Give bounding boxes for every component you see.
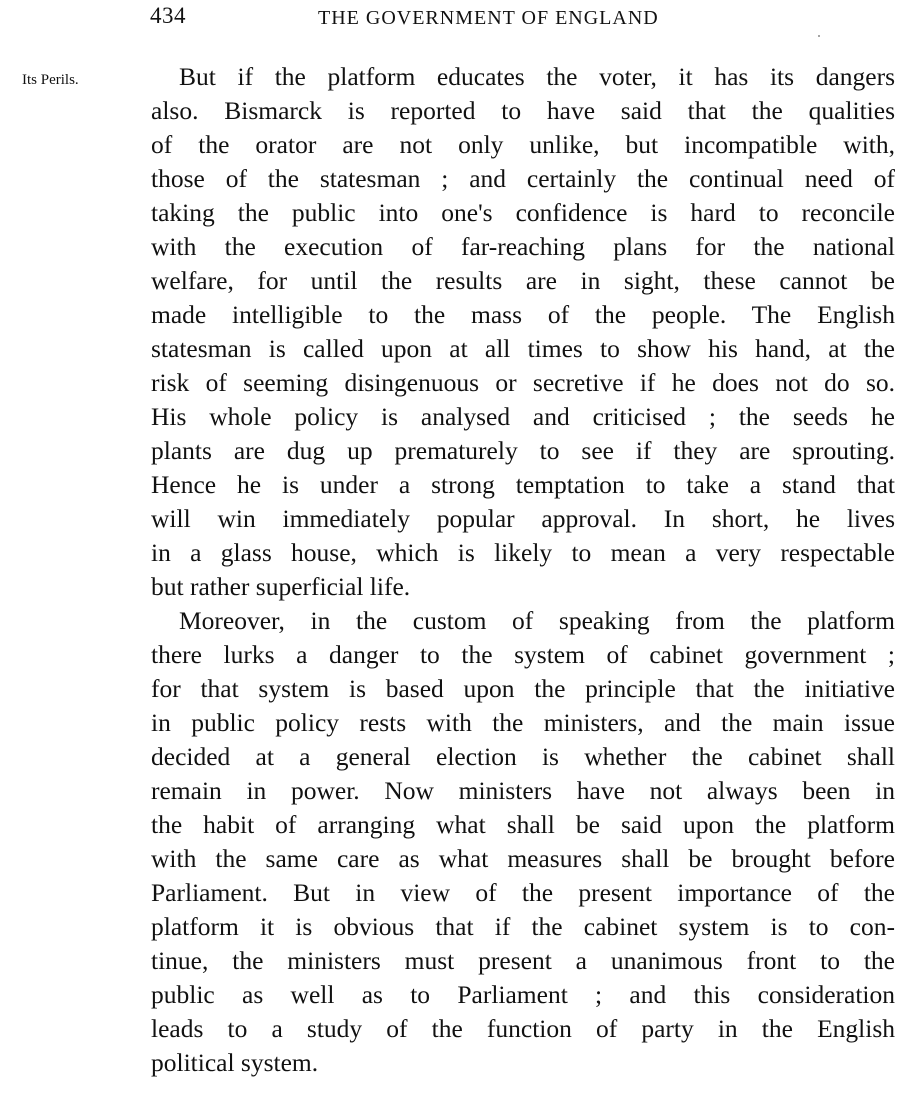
- text-line: with the execution of far-reaching plans for the national: [151, 232, 895, 261]
- text-line: tinue, the ministers must present a unanimous front to the: [151, 946, 895, 975]
- print-speck: [818, 35, 820, 37]
- text-line: in public policy rests with the ministers, and the main issue: [151, 708, 895, 737]
- text-line: statesman is called upon at all times to show his hand, at the: [151, 334, 895, 363]
- text-line: Hence he is under a strong temptation to take a stand that: [151, 470, 895, 499]
- text-line: political system.: [151, 1048, 319, 1077]
- text-line: will win immediately popular approval. In short, he lives: [151, 504, 895, 533]
- text-line: the habit of arranging what shall be said upon the platform: [151, 810, 895, 839]
- text-line: But if the platform educates the voter, it has its dangers: [179, 62, 895, 91]
- paragraph-1: [151, 60, 895, 604]
- text-line: risk of seeming disingenuous or secretive if he does not do so.: [151, 368, 895, 397]
- page-number: 434: [150, 3, 186, 28]
- paragraph-2: [151, 604, 895, 1080]
- text-line: for that system is based upon the principle that the initiative: [151, 674, 895, 703]
- text-line: leads to a study of the function of party in the English: [151, 1014, 895, 1043]
- text-line: public as well as to Parliament ; and this consideration: [151, 980, 895, 1009]
- text-line: platform it is obvious that if the cabinet system is to con-: [151, 912, 895, 941]
- text-line: but rather superficial life.: [151, 572, 411, 601]
- text-line: remain in power. Now ministers have not always been in: [151, 776, 895, 805]
- text-line: Parliament. But in view of the present importance of the: [151, 878, 895, 907]
- text-line: there lurks a danger to the system of cabinet government ;: [151, 640, 895, 669]
- text-line: also. Bismarck is reported to have said that the qualities: [151, 96, 895, 125]
- running-head: [0, 2, 922, 32]
- text-line: welfare, for until the results are in sight, these cannot be: [151, 266, 895, 295]
- text-line: Moreover, in the custom of speaking from the platform: [179, 606, 895, 635]
- text-line: of the orator are not only unlike, but incompatible with,: [151, 130, 895, 159]
- side-note: Its Perils.: [22, 72, 79, 88]
- text-line: His whole policy is analysed and criticised ; the seeds he: [151, 402, 895, 431]
- text-line: in a glass house, which is likely to mean a very respectable: [151, 538, 895, 567]
- body-text: [151, 60, 895, 1080]
- text-line: plants are dug up prematurely to see if they are sprouting.: [151, 436, 895, 465]
- text-line: with the same care as what measures shall be brought before: [151, 844, 895, 873]
- text-line: taking the public into one's confidence is hard to reconcile: [151, 198, 895, 227]
- running-title: THE GOVERNMENT OF ENGLAND: [318, 7, 659, 29]
- text-line: decided at a general election is whether the cabinet shall: [151, 742, 895, 771]
- text-line: those of the statesman ; and certainly the continual need of: [151, 164, 895, 193]
- text-line: made intelligible to the mass of the people. The English: [151, 300, 895, 329]
